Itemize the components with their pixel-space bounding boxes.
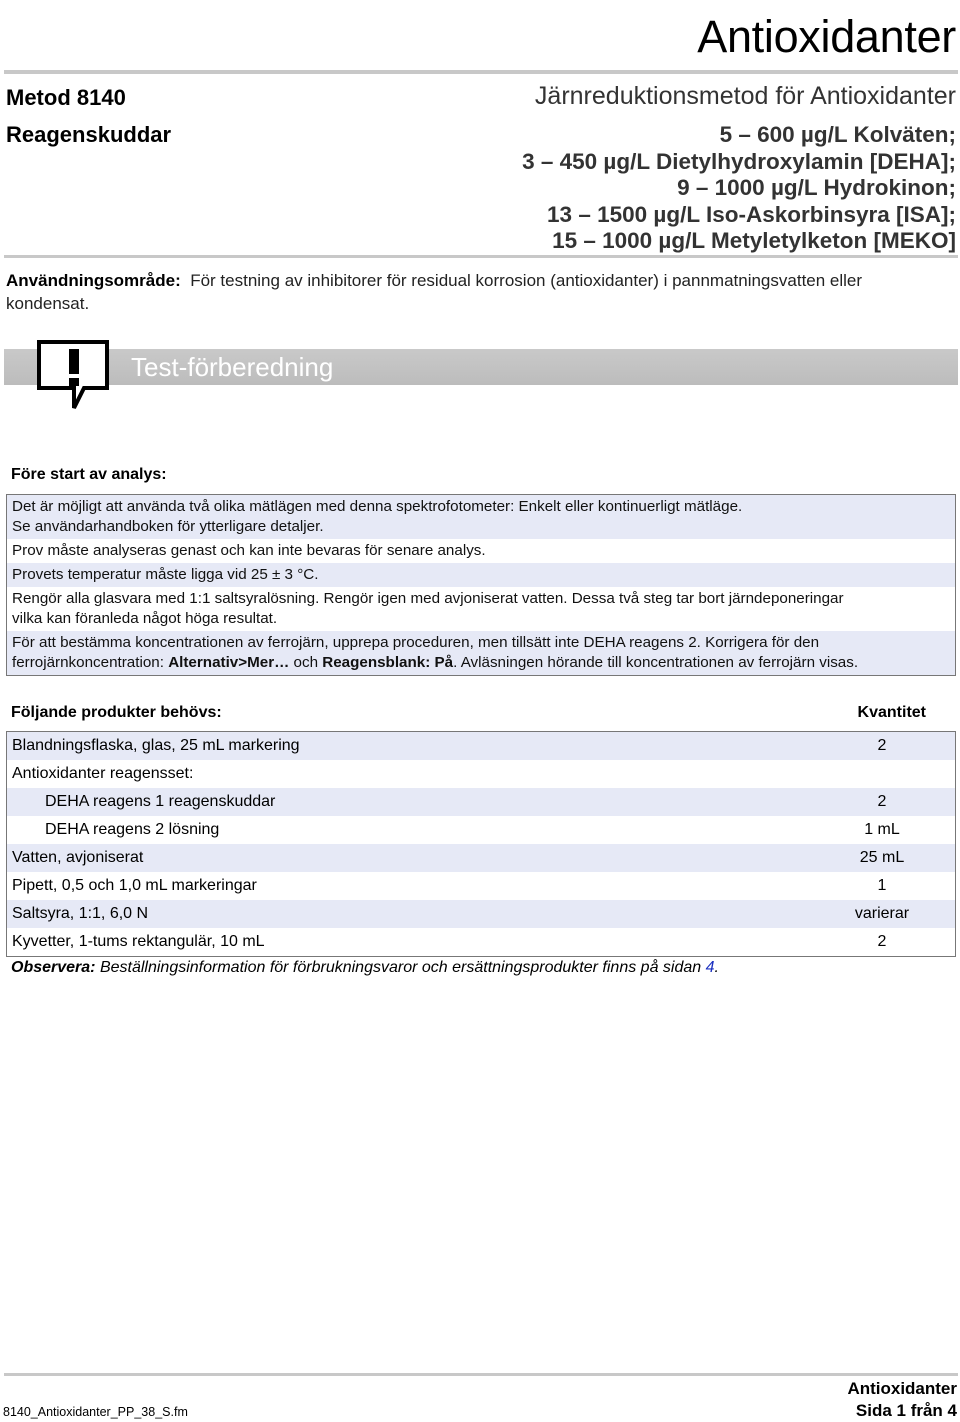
page-link[interactable]: 4 bbox=[705, 959, 715, 976]
product-name: Antioxidanter reagensset: bbox=[12, 765, 194, 782]
product-name: Blandningsflaska, glas, 25 mL markering bbox=[12, 737, 300, 754]
range-line: 3 – 450 µg/L Dietylhydroxylamin [DEHA]; bbox=[522, 148, 956, 174]
note-label: Observera: bbox=[11, 959, 96, 976]
list-item bbox=[7, 539, 955, 563]
products-header: Följande produkter behövs: bbox=[11, 704, 222, 721]
list-item bbox=[7, 587, 955, 631]
product-name: Kyvetter, 1-tums rektangulär, 10 mL bbox=[12, 933, 265, 950]
method-format: Reagenskuddar bbox=[6, 122, 172, 147]
item-text: Det är möjligt att använda två olika mätlägen med denna spektrofotometer: Enkelt eller kontinuerligt mätläge. bbox=[12, 498, 743, 515]
item-text bbox=[12, 653, 949, 673]
item-text: vilka kan föranleda något höga resultat. bbox=[12, 610, 278, 627]
table-row bbox=[7, 788, 955, 816]
range-line: 5 – 600 µg/L Kolväten; bbox=[719, 122, 956, 147]
product-qty: 25 mL bbox=[859, 849, 905, 866]
warning-note-icon bbox=[36, 339, 112, 418]
product-name: DEHA reagens 1 reagenskuddar bbox=[45, 793, 276, 810]
usage-text: För testning av inhibitorer för residual korrosion (antioxidanter) i pannmatningsvatten eller kondensat. bbox=[6, 271, 863, 313]
footer-page-number: Sida 1 från 4 bbox=[855, 1401, 957, 1420]
measurement-ranges bbox=[522, 122, 956, 255]
footer-filename: 8140_Antioxidanter_PP_38_S.fm bbox=[3, 1405, 188, 1419]
item-text: För att bestämma koncentrationen av ferrojärn, upprepa proceduren, men tillsätt inte DEHA reagens 2. Korrigera för den bbox=[12, 634, 820, 651]
text-span: och bbox=[289, 654, 323, 671]
product-qty: 1 mL bbox=[864, 821, 900, 838]
footer-title: Antioxidanter bbox=[847, 1379, 957, 1398]
list-item bbox=[7, 495, 955, 539]
product-qty: 2 bbox=[877, 933, 887, 950]
text-span: . Avläsningen hörande till koncentrationen av ferrojärn visas. bbox=[453, 654, 859, 671]
page-title: Antioxidanter bbox=[697, 11, 956, 62]
subheader-rule bbox=[4, 255, 958, 258]
product-qty: 1 bbox=[877, 877, 887, 894]
item-text: Provets temperatur måste ligga vid 25 ± 3 °C. bbox=[12, 566, 319, 583]
product-name: Saltsyra, 1:1, 6,0 N bbox=[12, 905, 149, 922]
product-name: Pipett, 0,5 och 1,0 mL markeringar bbox=[12, 877, 257, 894]
table-row bbox=[7, 900, 955, 928]
table-row bbox=[7, 760, 955, 788]
menu-path: Alternativ>Mer… bbox=[168, 654, 290, 671]
table-row bbox=[7, 816, 955, 844]
method-subtitle: Järnreduktionsmetod för Antioxidanter bbox=[534, 82, 956, 110]
before-start-label: Före start av analys: bbox=[11, 466, 167, 483]
product-qty: 2 bbox=[877, 793, 887, 810]
before-start-box bbox=[6, 494, 956, 676]
range-line: 15 – 1000 µg/L Metyletylketon [MEKO] bbox=[552, 228, 956, 253]
footer-rule bbox=[4, 1373, 958, 1376]
text-span: ferrojärnkoncentration: bbox=[12, 654, 169, 671]
table-row bbox=[7, 928, 955, 956]
note bbox=[11, 958, 719, 978]
item-text: Se användarhandboken för ytterligare detaljer. bbox=[12, 518, 324, 535]
product-name: Vatten, avjoniserat bbox=[12, 849, 144, 866]
table-row bbox=[7, 732, 955, 760]
range-line: 13 – 1500 µg/L Iso-Askorbinsyra [ISA]; bbox=[547, 201, 956, 227]
quantity-header: Kvantitet bbox=[857, 704, 926, 721]
product-name: DEHA reagens 2 lösning bbox=[45, 821, 220, 838]
list-item bbox=[7, 563, 955, 587]
table-row bbox=[7, 844, 955, 872]
products-table bbox=[6, 731, 956, 957]
product-qty: varierar bbox=[854, 905, 910, 922]
section-title: Test-förberedning bbox=[131, 352, 334, 382]
usage-label: Användningsområde: bbox=[6, 271, 181, 290]
item-text: Prov måste analyseras genast och kan inte bevaras för senare analys. bbox=[12, 542, 486, 559]
setting-name: Reagensblank: På bbox=[322, 654, 454, 671]
note-text: Beställningsinformation för förbrukningsvaror och ersättningsprodukter finns på sidan bbox=[95, 959, 706, 976]
product-qty: 2 bbox=[877, 737, 887, 754]
range-line: 9 – 1000 µg/L Hydrokinon; bbox=[677, 175, 956, 200]
usage-paragraph bbox=[6, 269, 946, 315]
table-row bbox=[7, 872, 955, 900]
header-rule bbox=[4, 70, 958, 74]
method-number: Metod 8140 bbox=[6, 85, 126, 110]
list-item bbox=[7, 631, 955, 675]
note-end: . bbox=[714, 959, 719, 976]
item-text: Rengör alla glasvara med 1:1 saltsyralösning. Rengör igen med avjoniserat vatten. Dessa två steg tar bort järndeponeringar bbox=[12, 590, 844, 607]
